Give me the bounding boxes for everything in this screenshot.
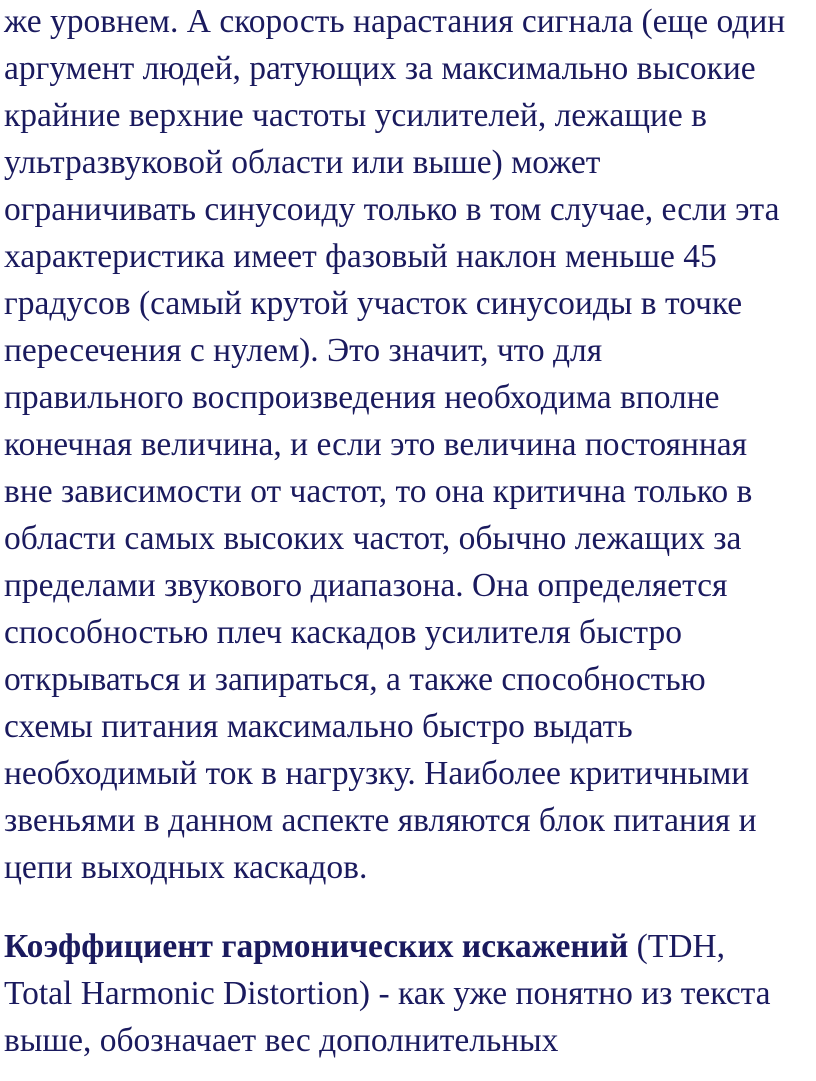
paragraph-2-line-2: Total Harmonic Distortion) - как уже понятно из текста (4, 975, 771, 1012)
paragraph-1-line-14: способностью плеч каскадов усилителя быстро (4, 614, 682, 651)
paragraph-2-line-1 (4, 927, 725, 971)
paragraph-1-line-5: ограничивать синусоиду только в том случае, если эта (4, 191, 780, 228)
paragraph-1-line-18: звеньями в данном аспекте являются блок питания и (4, 802, 757, 839)
paragraph-1-line-12: области самых высоких частот, обычно лежащих за (4, 520, 742, 557)
paragraph-1-line-11: вне зависимости от частот, то она критична только в (4, 473, 753, 510)
paragraph-1-line-6: характеристика имеет фазовый наклон меньше 45 (4, 238, 717, 275)
paragraph-1-line-10: конечная величина, и если это величина постоянная (4, 426, 748, 463)
paragraph-1-line-7: градусов (самый крутой участок синусоиды в точке (4, 285, 743, 322)
paragraph-1-line-4: ультразвуковой области или выше) может (4, 144, 601, 181)
defined-term: Коэффициент гармонических искажений (4, 928, 629, 965)
paragraph-1-line-2: аргумент людей, ратующих за максимально высокие (4, 50, 756, 87)
paragraph-1-line-1: же уровнем. А скорость нарастания сигнала (еще один (4, 3, 786, 40)
paragraph-1-line-15: открываться и запираться, а также способностью (4, 661, 706, 698)
paragraph-1-line-19: цепи выходных каскадов. (4, 849, 368, 886)
term-abbreviation: (TDH, (628, 928, 726, 965)
paragraph-1-line-3: крайние верхние частоты усилителей, лежащие в (4, 97, 707, 134)
paragraph-1-line-8: пересечения с нулем). Это значит, что для (4, 332, 603, 369)
paragraph-1-line-9: правильного воспроизведения необходима вполне (4, 379, 720, 416)
paragraph-2-line-3: выше, обозначает вес дополнительных (4, 1022, 559, 1059)
paragraph-1-line-17: необходимый ток в нагрузку. Наиболее критичными (4, 755, 750, 792)
paragraph-1-line-16: схемы питания максимально быстро выдать (4, 708, 633, 745)
paragraph-1-line-13: пределами звукового диапазона. Она определяется (4, 567, 728, 604)
